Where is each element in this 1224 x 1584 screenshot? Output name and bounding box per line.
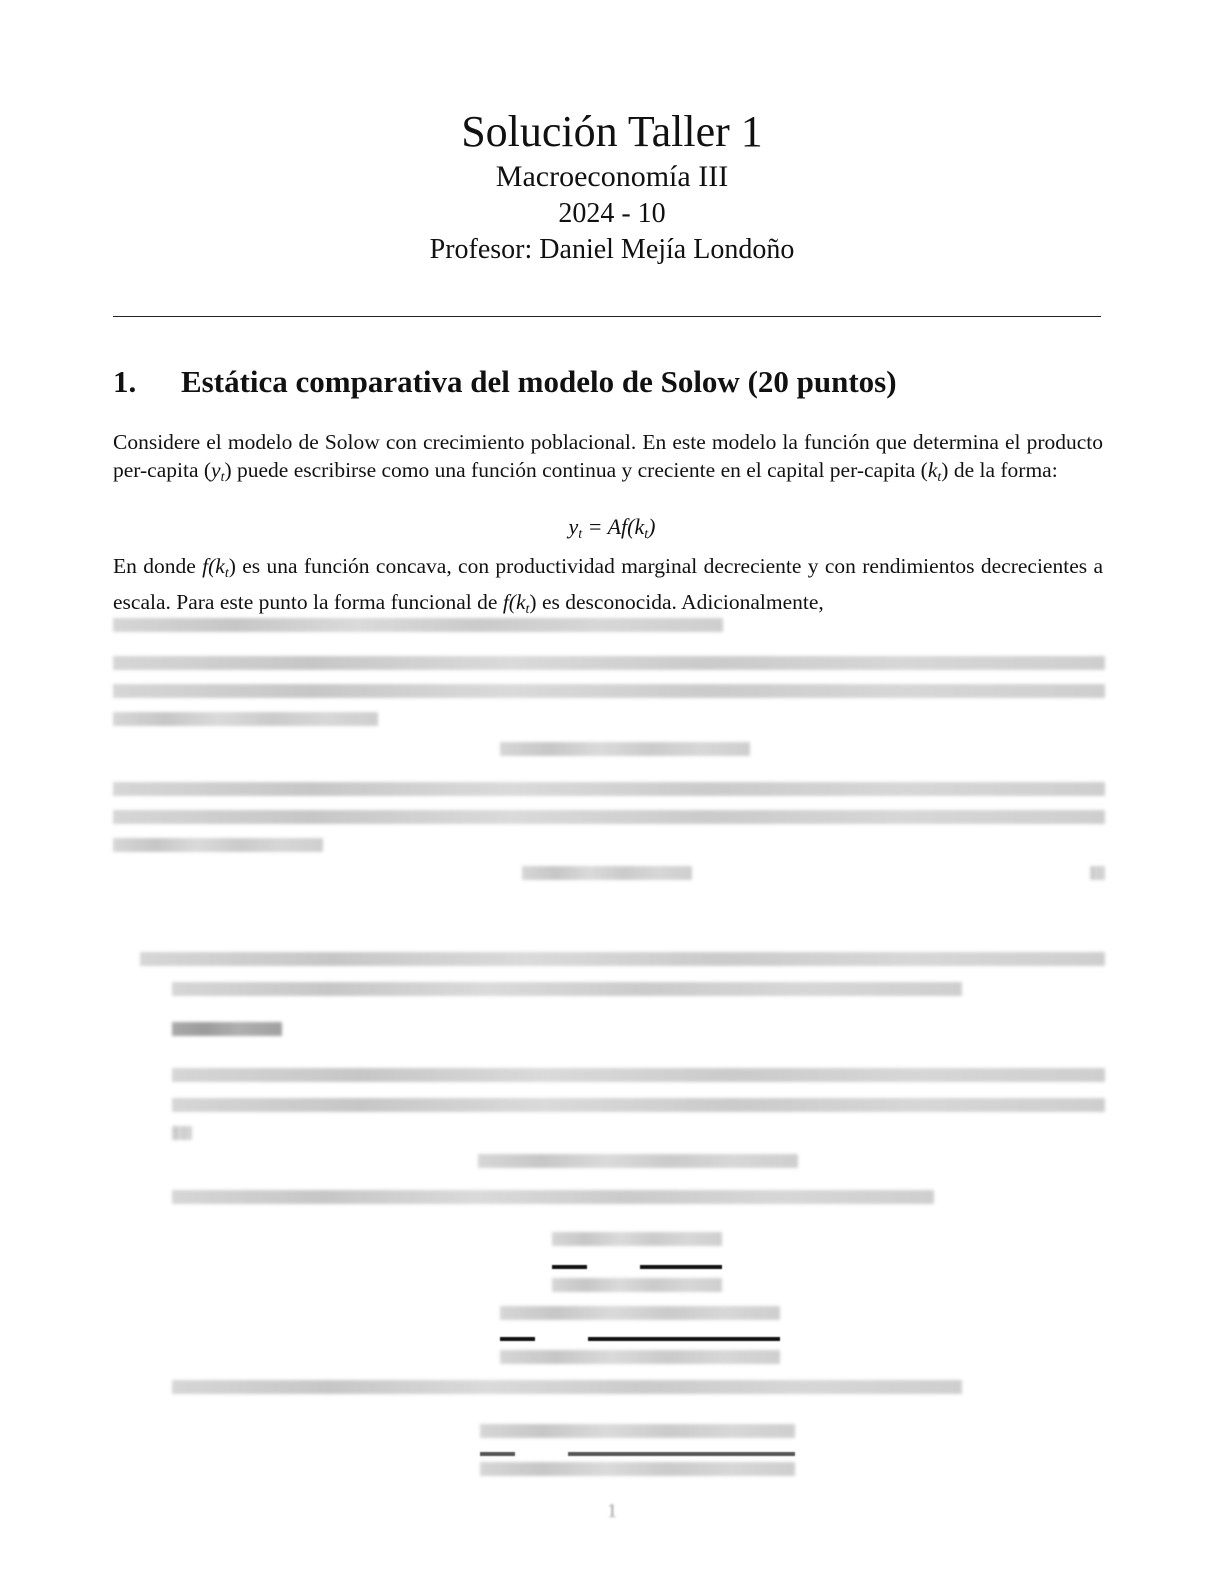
blurred-line: [172, 1380, 962, 1394]
blurred-list-item: [140, 952, 1105, 966]
paragraph-function: [113, 552, 1103, 624]
math-var: k: [927, 458, 938, 482]
blurred-line: [113, 684, 1105, 698]
blurred-line: [172, 1126, 192, 1140]
blurred-line: [172, 982, 962, 996]
math-expr: ): [648, 514, 656, 539]
course-name: Macroeconomía III: [495, 160, 729, 193]
math-var: f(k: [502, 590, 526, 614]
equation-production: [0, 514, 1224, 543]
blurred-line: [113, 782, 1105, 796]
blurred-fraction-numerator: [552, 1232, 722, 1246]
math-expr: = Af(k: [582, 514, 645, 539]
math-var: f(k: [202, 554, 225, 578]
text-run: Considere el modelo de Solow con crecimiento poblacional. En este modelo la función que determina el producto per-capita (: [113, 430, 1103, 482]
document-title: Solución Taller 1: [461, 107, 763, 156]
text-run: ) de la forma:: [941, 458, 1058, 482]
math-subscript: t: [937, 470, 942, 485]
text-run: es desconocida. Adicionalmente,: [536, 590, 824, 614]
fraction-bar: [480, 1452, 515, 1456]
paragraph-intro: [113, 428, 1103, 492]
blurred-fraction-denominator: [552, 1278, 722, 1292]
fraction-bar: [640, 1265, 722, 1269]
math-subscript: t: [644, 527, 649, 542]
math-subscript: t: [224, 566, 229, 581]
fraction-bar: [500, 1337, 535, 1341]
text-run: ) puede escribirse como una función continua y creciente en el capital per-capita (: [224, 458, 928, 482]
section-number: 1.: [113, 364, 137, 399]
section-heading: [113, 364, 1108, 400]
blurred-equation: [478, 1154, 798, 1168]
blurred-line: [172, 1190, 934, 1204]
blurred-line: [172, 1098, 1105, 1112]
professor: Profesor: Daniel Mejía Londoño: [429, 234, 795, 265]
math-expr: ): [228, 554, 236, 578]
math-expr: ): [529, 590, 537, 614]
fraction-bar: [588, 1337, 780, 1341]
blurred-line: [113, 618, 723, 632]
blurred-equation: [522, 866, 692, 880]
blurred-fraction-numerator: [480, 1424, 795, 1438]
blurred-equation: [500, 742, 750, 756]
text-run: En donde: [113, 554, 203, 578]
page-number: 1: [607, 1500, 617, 1522]
math-subscript: t: [220, 470, 225, 485]
blurred-line: [113, 712, 378, 726]
blurred-line: [113, 810, 1105, 824]
text-run: es una función concava, con productividad marginal decreciente y con rendimientos decrecientes a escala. Para este punto la forma funcional de: [113, 554, 1103, 614]
term: 2024 - 10: [558, 198, 666, 229]
blurred-fraction-denominator: [500, 1350, 780, 1364]
math-var: y: [211, 458, 221, 482]
horizontal-rule: [113, 316, 1101, 317]
blurred-fraction-numerator: [500, 1306, 780, 1320]
blurred-fraction-denominator: [480, 1462, 795, 1476]
blurred-heading: [172, 1022, 282, 1036]
fraction-bar: [552, 1265, 587, 1269]
blurred-line: [113, 656, 1105, 670]
math-var: y: [568, 514, 579, 539]
blurred-line: [172, 1068, 1105, 1082]
section-title: Estática comparativa del modelo de Solow (20 puntos): [181, 364, 897, 399]
math-subscript: t: [578, 527, 583, 542]
blurred-equation-number: [1090, 866, 1105, 880]
fraction-bar: [568, 1452, 795, 1456]
math-subscript: t: [525, 602, 530, 617]
blurred-line: [113, 838, 323, 852]
